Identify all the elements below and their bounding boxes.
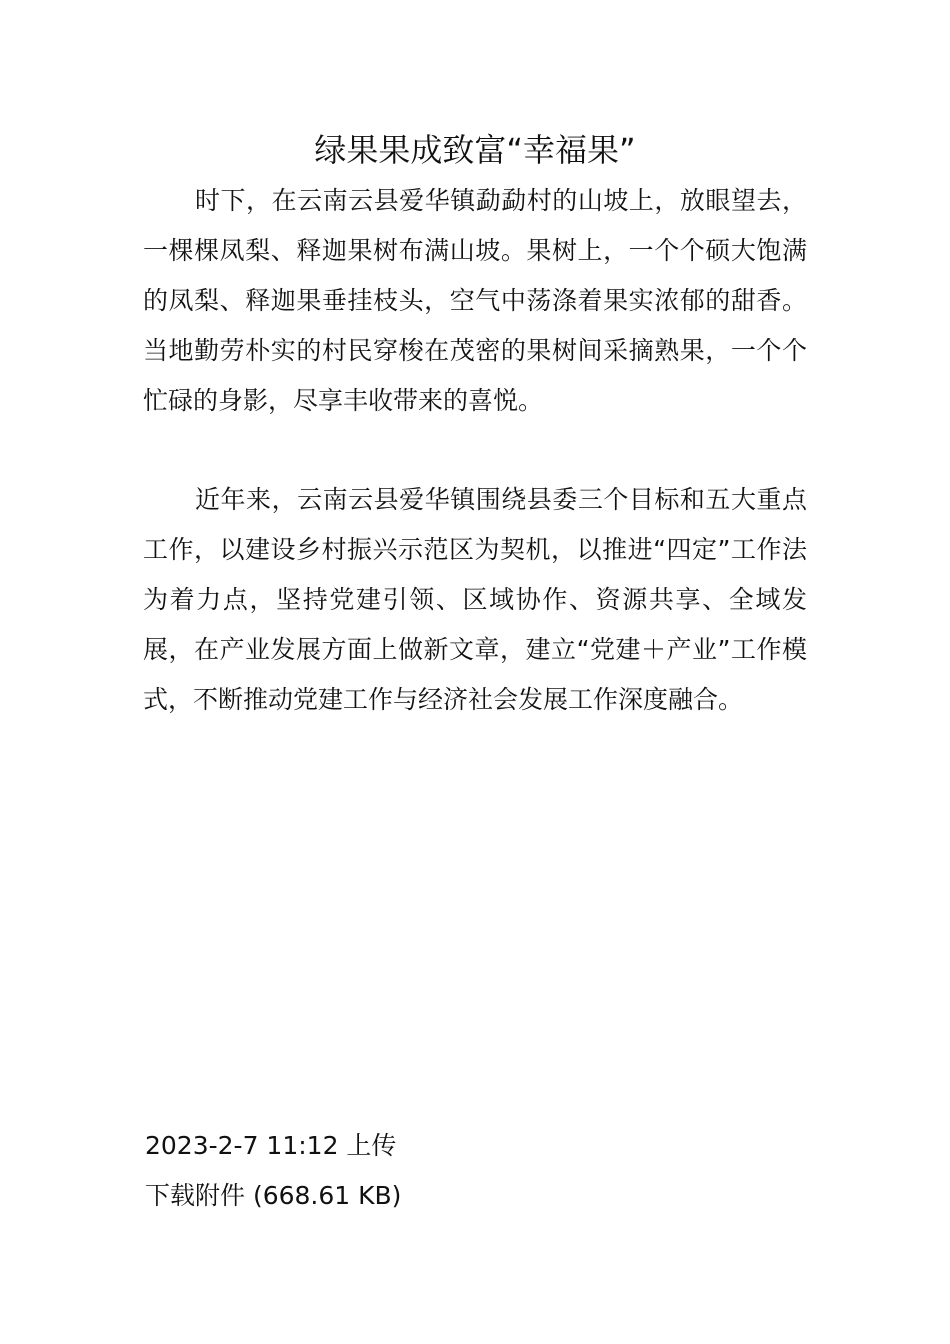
article-paragraph-2: 近年来，云南云县爱华镇围绕县委三个目标和五大重点工作，以建设乡村振兴示范区为契机，以推进“四定”工作法为着力点，坚持党建引领、区域协作、资源共享、全域发展，在产业发展方面上做新文章，建立“党建＋产业”工作模式，不断推动党建工作与经济社会发展工作深度融合。 <box>143 485 807 714</box>
upload-timestamp: 2023-2-7 11:12 上传 <box>145 1131 397 1160</box>
article-title: 绿果果成致富“幸福果” <box>314 131 636 169</box>
download-attachment-link[interactable]: 下载附件 (668.61 KB) <box>145 1181 402 1210</box>
article-paragraph-1: 时下，在云南云县爱华镇勐勐村的山坡上，放眼望去，一棵棵凤梨、释迦果树布满山坡。果树上，一个个硕大饱满的凤梨、释迦果垂挂枝头，空气中荡涤着果实浓郁的甜香。当地勤劳朴实的村民穿梭在茂密的果树间采摘熟果，一个个忙碌的身影，尽享丰收带来的喜悦。 <box>143 186 807 415</box>
